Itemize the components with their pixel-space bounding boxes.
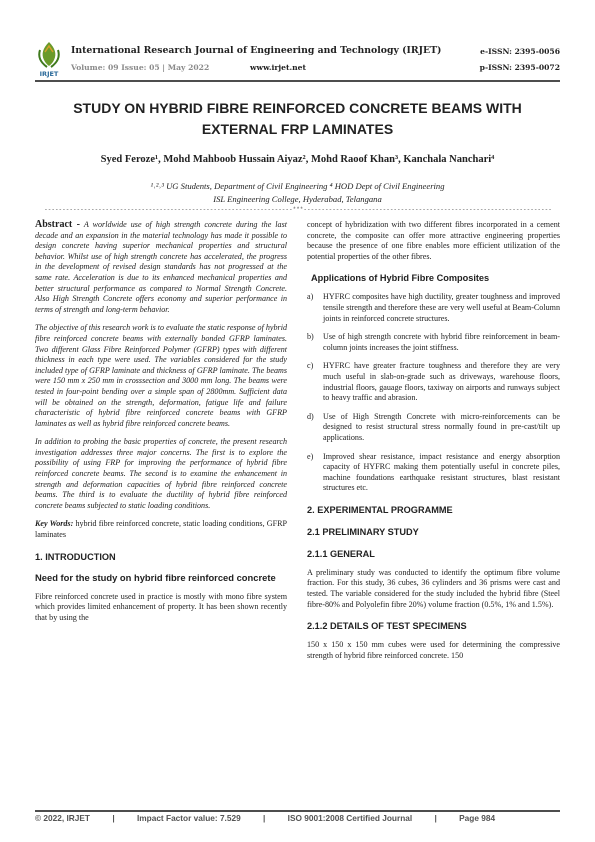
specimens-paragraph: 150 x 150 x 150 mm cubes were used for determining the compressive strength of hybrid fibre reinforced concrete. 150: [307, 640, 560, 660]
list-item-text: Improved shear resistance, impact resistance and energy absorption capacity of HYFRC making them potentially useful in concrete piles, machine foundations earthquake resistant structures, blast resistant structures etc.: [323, 451, 560, 493]
list-marker: c): [307, 361, 314, 371]
list-item-text: HYFRC have greater fracture toughness and therefore they are very much useful in slab-on-grade such as driveways, warehouse floors, industrial floors, gauage floors, taxiway on airports and runways subject to heavy traffic and abrasion.: [323, 361, 560, 403]
abstract-paragraph-2: The objective of this research work is to evaluate the static response of hybrid fibre reinforced concrete beams with externally bonded GFRP laminates. Two different Glass Fibre Reinforced Polymer (GFRP) types with different thickness in each type were used. The variables considered for the study included type of GFRP laminate and thickness of GFRP laminate. The beams were 150 mm x 250 mm in crosssection and 3000 mm long. The beams were tested in four-point bending over a simple span of 2800mm. Sufficient data will be obtained on the strength, deformation, fatigue life and failure characteristic of hybrid fibre reinforced concrete beams with GFRP laminates as well as hybrid fibre reinforced concrete beams.: [35, 323, 287, 428]
list-item-text: Use of high strength concrete with hybrid fibre reinforcement in beam-column joints increases the joint stiffness.: [323, 332, 560, 352]
intro-paragraph: Fibre reinforced concrete used in practice is mostly with mono fibre system which provides limited enhancement of property. It has been shown recently that by using the: [35, 591, 287, 622]
irjet-logo-icon: [35, 40, 63, 78]
applications-list: [307, 292, 560, 494]
section-specimens-heading: 2.1.2 DETAILS OF TEST SPECIMENS: [307, 621, 467, 632]
list-item: [307, 292, 560, 324]
general-paragraph: A preliminary study was conducted to identify the optimum fibre volume fraction. For this study, 36 cubes, 36 cylinders and 36 prisms were cast and tested. The variable considered for the study included the hybrid fibre (Steel fibre-80% and Polyolefin fibre 20%) volume fraction (0.5%, 1% and 1.5%).: [307, 567, 560, 609]
applications-heading: Applications of Hybrid Fibre Composites: [311, 273, 490, 284]
footer-iso: ISO 9001:2008 Certified Journal: [287, 813, 413, 823]
footer-separator: |: [112, 813, 115, 823]
footer-page-number: Page 984: [459, 813, 496, 823]
list-marker: e): [307, 451, 314, 461]
list-item: [307, 332, 560, 353]
journal-website-link[interactable]: www.irjet.net: [250, 63, 306, 72]
section-experimental-heading: 2. EXPERIMENTAL PROGRAMME: [307, 504, 453, 515]
section-preliminary-heading: 2.1 PRELIMINARY STUDY: [307, 526, 419, 537]
footer-separator: |: [263, 813, 266, 823]
paper-authors: Syed Feroze¹, Mohd Mahboob Hussain Aiyaz², Mohd Raoof Khan³, Kanchala Nanchari⁴: [100, 154, 495, 165]
footer-impact-factor: Impact Factor value: 7.529: [136, 813, 241, 823]
affiliation-line-1: ¹˒²˒³ UG Students, Department of Civil Engineering ⁴ HOD Dept of Civil Engineering: [150, 181, 445, 191]
author-affiliation: [35, 180, 560, 206]
footer-separator: |: [434, 813, 437, 823]
keywords-text: hybrid fibre reinforced concrete, static loading conditions, GFRP laminates: [35, 519, 287, 540]
paper-title: STUDY ON HYBRID FIBRE REINFORCED CONCRETE BEAMS WITH EXTERNAL FRP LAMINATES: [73, 100, 522, 137]
list-item: [307, 452, 560, 494]
left-column: [35, 220, 287, 631]
header-rule: [35, 80, 560, 82]
abstract-label: Abstract -: [35, 219, 80, 230]
list-marker: a): [307, 292, 314, 302]
journal-name: International Research Journal of Engineering and Technology (IRJET): [71, 45, 442, 56]
list-item: [307, 412, 560, 444]
keywords-label: Key Words:: [35, 519, 74, 529]
abstract-paragraph-3: In addition to probing the basic properties of concrete, the present research investigation addresses three major concerns. The first is to explore the possibility of using FRP for improving the performance of hybrid fibre reinforced concrete beams. The second is to examine the enhancement in strength and deformation capacities of hybrid fibre reinforced concrete beams. The third is to evaluate the ductility of hybrid fibre reinforced concrete beams subjected to static loading conditions.: [35, 437, 287, 510]
svg-text:IRJET: IRJET: [39, 70, 59, 78]
page-footer: [35, 813, 560, 823]
e-issn: e-ISSN: 2395-0056: [480, 47, 560, 56]
affiliation-line-2: ISL Engineering College, Hyderabad, Telangana: [213, 194, 382, 204]
section-general-heading: 2.1.1 GENERAL: [307, 548, 375, 559]
list-item-text: Use of High Strength Concrete with micro-reinforcements can be designed to resist structural stress normally found in pre-cast/tilt up applications.: [323, 411, 560, 442]
footer-rule: [35, 810, 560, 812]
abstract-paragraph-1: [35, 220, 287, 315]
keywords: [35, 519, 287, 540]
p-issn: p-ISSN: 2395-0072: [479, 63, 560, 72]
list-item-text: HYFRC composites have high ductility, greater toughness and improved tensile strength and therefore these are very well useful at Beam-Column joints in reinforced concrete structures.: [323, 292, 560, 323]
subsection-need-heading: Need for the study on hybrid fibre reinforced concrete: [35, 571, 276, 583]
continuation-paragraph: concept of hybridization with two different fibres incorporated in a cement concrete, the composite can offer more attractive engineering properties because the presence of one fibre enables more efficient utilization of the potential properties of the other fibres.: [307, 220, 560, 261]
list-item: [307, 361, 560, 403]
section-divider: ---------------------------------------------------------------------***---------------------------------------------------------------------: [44, 206, 552, 213]
list-marker: b): [307, 332, 314, 342]
list-marker: d): [307, 411, 314, 421]
abstract-text-1: A worldwide use of high strength concrete during the last decade and an expansion in the material technology has made it possible to design concrete having superior mechanical properties and structural behavior. Whilst use of high strength concrete has accelerated, the progress in the development of revised design standards has not progressed at the same rate. Acceleration is due to its enhanced mechanical properties and better structural performance as compared to Normal Strength Concrete. Also High Strength Concrete offers economy and superior performance in terms of strength and long-term behavior.: [35, 220, 287, 314]
footer-copyright: © 2022, IRJET: [35, 813, 90, 823]
right-column: [307, 220, 560, 669]
journal-header: [35, 40, 560, 80]
section-introduction-heading: 1. INTRODUCTION: [35, 551, 116, 562]
volume-issue: Volume: 09 Issue: 05 | May 2022: [71, 63, 210, 72]
